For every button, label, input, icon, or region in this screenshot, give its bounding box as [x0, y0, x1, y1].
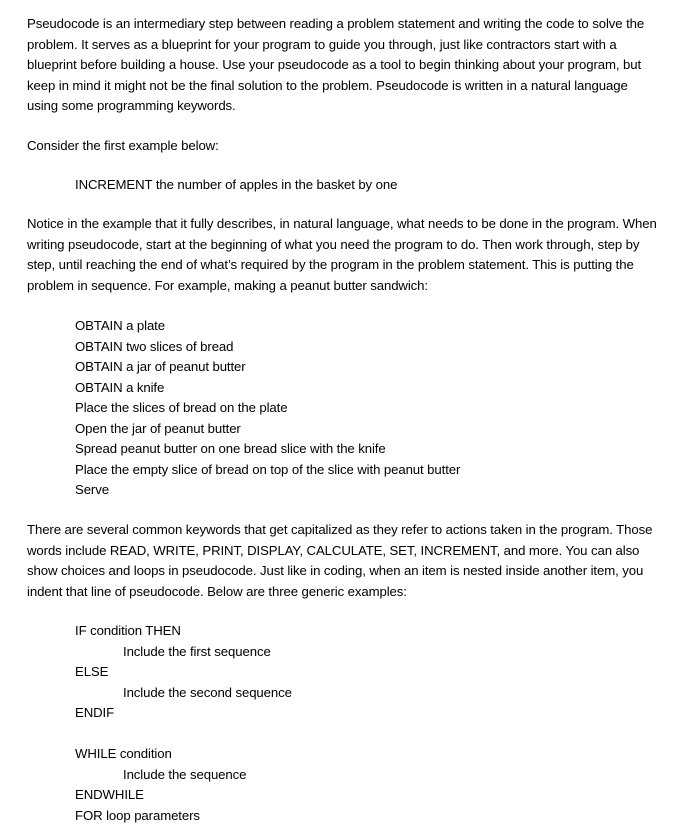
sandwich-step: Place the empty slice of bread on top of the slice with peanut butter	[75, 461, 461, 477]
example-increment: INCREMENT the number of apples in the basket by one	[75, 177, 398, 192]
endif-line: ENDIF	[75, 705, 115, 720]
sandwich-step: OBTAIN two slices of bread	[75, 338, 234, 354]
sandwich-step: OBTAIN a plate	[75, 318, 165, 333]
endwhile-line: ENDWHILE	[75, 787, 144, 802]
sandwich-step: OBTAIN a jar of peanut butter	[75, 359, 246, 374]
else-second-sequence: Include the second sequence	[123, 684, 292, 700]
sandwich-step: Serve	[75, 482, 109, 497]
while-sequence: Include the sequence	[123, 766, 247, 782]
notice-paragraph: Notice in the example that it fully describes, in natural language, what needs to be done in the program. When writing pseudocode, start at the beginning of what you need the program to do. Then work through, step by step, until reaching the end of what’s required by the program in the problem statement. This is putting the problem in sequence. For example, making a peanut butter sandwich:	[27, 216, 657, 293]
keywords-paragraph: There are several common keywords that get capitalized as they refer to actions taken in the program. Those words include READ, WRITE, PRINT, DISPLAY, CALCULATE, SET, INCREMENT, and more. You can also show choices and loops in pseudocode. Just like in coding, when an item is nested inside another item, you indent that line of pseudocode. Below are three generic examples:	[27, 522, 653, 599]
if-line: IF condition THEN	[75, 623, 181, 638]
consider-text: Consider the first example below:	[27, 138, 219, 153]
for-line: FOR loop parameters	[75, 807, 200, 823]
sandwich-step: Spread peanut butter on one bread slice with the knife	[75, 441, 386, 456]
sandwich-step: OBTAIN a knife	[75, 379, 165, 395]
if-first-sequence: Include the first sequence	[123, 643, 271, 659]
else-line: ELSE	[75, 664, 109, 679]
sandwich-step: Place the slices of bread on the plate	[75, 400, 288, 415]
while-line: WHILE condition	[75, 746, 172, 761]
sandwich-step: Open the jar of peanut butter	[75, 420, 241, 436]
intro-paragraph: Pseudocode is an intermediary step between reading a problem statement and writing the code to solve the problem. It serves as a blueprint for your program to guide you through, just like contractors start with a blueprint before building a house. Use your pseudocode as a tool to begin thinking about your program, but keep in mind it might not be the final solution to the problem. Pseudocode is written in a natural language using some programming keywords.	[27, 16, 645, 113]
